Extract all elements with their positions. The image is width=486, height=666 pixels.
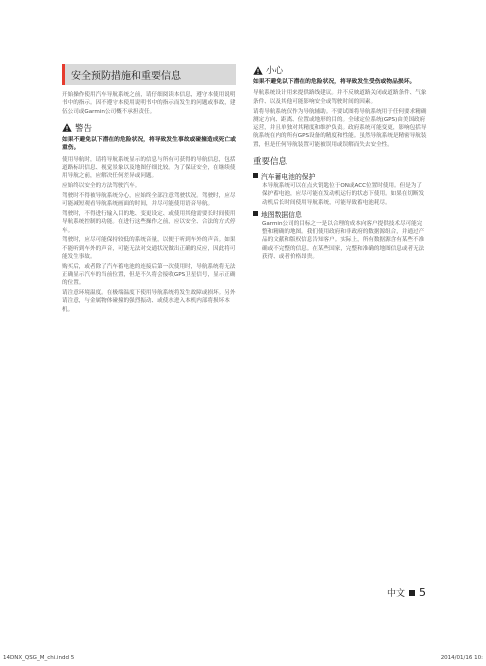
map-data-heading — [253, 209, 427, 219]
map-data-title: 地图数据信息 — [261, 210, 302, 219]
warning-paragraph: 驾驶时，应尽可能保持较低的系统音量，以便于听到车外的声音。如果不能听到车外的声音，可能无法对交通状况做出正确的反应，因此将可能发生事故。 — [62, 237, 236, 260]
map-data-paragraph: Garmin公司的目标之一是以合理的成本向客户提供技术尽可能完整和精确的地图。我们使用政府和非政府的数据源组合，并通过产品的文献和版权信息告知客户。实际上，所有数据源含有某些不准确或不完整的信息。在某些国家，完整和准确的地图信息或者无法获得、或者价格昂贵。 — [262, 220, 425, 261]
important-info-title: 重要信息 — [253, 156, 288, 167]
warning-title: 警告 — [75, 123, 93, 134]
language-label: 中文 — [386, 589, 405, 599]
warning-paragraph: 驾驶时不得被导航系统分心，应始终全部注意驾驶状况。驾驶时，应尽可能减短观看导航系统画面的时间，并尽可能使用语音导航。 — [62, 192, 236, 208]
right-column — [253, 64, 427, 263]
intro-paragraph: 开始操作使用汽车导航系统之前，请仔细阅读本信息，遵守本使用说明书中的指示。因不遵守本使用说明书中的指示而发生的问题或事故，建伍公司或Garmin公司概不承担责任。 — [62, 92, 236, 115]
battery-paragraph: 本导航系统可以在点火钥匙位于ON或ACC位置时使用。但是为了保护蓄电池，应尽可能在发动机运行的状态下使用。如果在切断发动机后长时间使用导航系统，可能导致蓄电池耗尽。 — [262, 182, 425, 206]
battery-title: 汽车蓄电池的保护 — [261, 172, 316, 181]
warning-paragraph: 使用导航时，请将导航系统显示的信息与所有可获得的导航信息，包括道路标识信息、视觉景象以及地图仔细比较。为了保证安全，在继续使用导航之前，应解决任何差异或问题。 — [62, 156, 236, 180]
warning-triangle-icon — [62, 123, 72, 132]
square-bullet-icon — [409, 590, 415, 596]
warning-statement: 如果不避免以下潜在的危险状况，将导致发生事故或碰撞造成死亡或重伤。 — [62, 136, 236, 152]
warning-triangle-icon — [253, 66, 263, 75]
page-footer — [387, 586, 426, 599]
warning-paragraph: 购买后，或者除了汽车蓄电池的连接后第一次使用时，导航系统将无法正确显示汽车的当前位置，但是不久将会接收GPS卫星信号，显示正确的位置。 — [62, 263, 236, 287]
left-column — [62, 64, 236, 316]
battery-heading — [253, 171, 427, 181]
print-date: 2014/01/16 10: — [440, 655, 483, 661]
warning-paragraph: 请注意环境温度。在极端温度下使用导航系统将发生故障或损坏。另外请注意，与金属物体碰撞的强烈振动、或使水进入本机内部将损坏本机。 — [62, 290, 236, 313]
square-bullet-icon — [253, 211, 258, 216]
caution-statement: 如果不避免以下潜在的危险状况，将导致发生受伤或物品损坏。 — [253, 79, 416, 85]
section-title: 安全预防措施和重要信息 — [62, 64, 236, 85]
warning-heading — [62, 122, 236, 134]
print-slug — [0, 652, 486, 666]
page-number: 5 — [419, 586, 426, 599]
warning-paragraph: 应始终以安全的方法驾驶汽车。 — [62, 183, 141, 190]
print-file-name: 14DNX_QSG_M_chi.indd 5 — [3, 655, 75, 661]
warning-paragraph: 驾驶时，不得进行输入目的地、变更设定、或使用其他需要长时间使用导航系统控制的功能。在进行这些操作之前，应以安全、合法的方式停车。 — [62, 210, 236, 234]
caution-heading — [253, 64, 427, 76]
caution-paragraph: 导航系统设计用来提供路线建议。并不反映道路关闭或道路条件、气象条件、以及其他可能影响安全或驾驶时间的因素。 — [253, 90, 427, 105]
caution-paragraph: 请将导航系统仅作为导航辅助。不要试图将导航系统用于任何要求精确测定方向、距离、位置或地形的目的。全球定位系统(GPS)由美国政府运营，并且单独对其精度和维护负责。政府系统可能变更，影响包括导航系统在内的所有GPS设备的精度和性能。虽然导航系统是精密导航装置，但是任何导航装置可能被误用或误解而失去安全性。 — [253, 108, 427, 148]
caution-title: 小心 — [266, 66, 284, 76]
square-bullet-icon — [253, 173, 258, 178]
